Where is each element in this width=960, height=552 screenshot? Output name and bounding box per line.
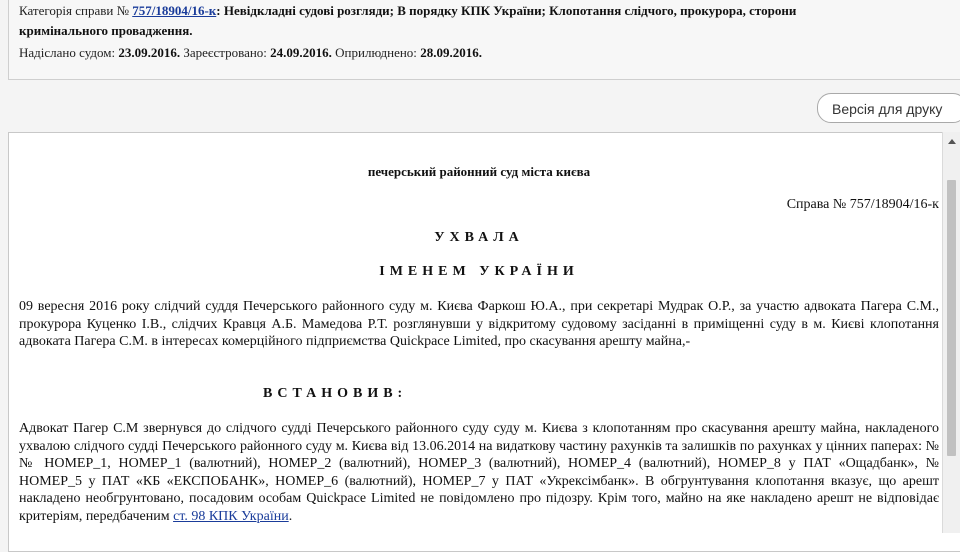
sent-label: Надіслано судом: xyxy=(19,45,116,60)
scrollbar-thumb[interactable] xyxy=(947,180,956,456)
category-label: Категорія справи № xyxy=(19,3,129,18)
category-text: : Невідкладні судові розгляди; В порядку КПК України; Клопотання слідчого, прокурора, сторони xyxy=(216,3,797,18)
established-heading: ВСТАНОВИВ: xyxy=(263,386,408,401)
case-meta-panel xyxy=(8,0,960,80)
body-text: Адвокат Пагер С.М звернувся до слідчого судді Печерського районного суду суду м. Києва з клопотанням про скасування арешту майна, накладеного ухвалою слідчого судді Печерського районного суду м. Києва від 13.06.2014 на видаткову частину рахунків та залишків по рахунках у цінних паперах: № № НОМЕР_1, НОМЕР_1 (валютний), НОМЕР_2 (валютний), НОМЕР_3 (валютний), НОМЕР_4 (валютний), НОМЕР_8 у ПАТ «Ощадбанк», № НОМЕР_5 у ПАТ «КБ «ЕКСПОБАНК», НОМЕР_6 (валютний), НОМЕР_7 у ПАТ «Укрексімбанк». В обгрунтування клопотання вказує, що арешт накладено необгрунтовано, посадовим особам Quickpace Limited не повідомлено про підозру. Крім того, майно на яке накладено арешт не відповідає критеріям, передбаченим xyxy=(19,421,939,524)
intro-paragraph: 09 вересня 2016 року слідчий суддя Печерського районного суду м. Києва Фаркош Ю.А., при секретарі Мудрак О.Р., за участю адвоката Пагера С.М., прокурора Куценко І.В., слідчих Кравця А.Б. Мамедова Р.Т. розглянувши у відкритому судовому засіданні в приміщенні суду в м. Києві клопотання адвоката Пагера С.М. в інтересах комерційного підприємства Quickpace Limited, про скасування арешту майна,- xyxy=(19,299,939,349)
document-scrollbar[interactable] xyxy=(942,132,960,533)
case-category-line xyxy=(19,3,796,19)
document-title: УХВАЛА xyxy=(434,230,524,245)
document-subtitle: ІМЕНЕМ УКРАЇНИ xyxy=(379,264,579,279)
sent-date: 23.09.2016. xyxy=(118,45,181,60)
print-version-button[interactable]: Версія для друку xyxy=(817,93,960,123)
case-category-line-2 xyxy=(19,23,193,39)
document-panel xyxy=(8,132,960,552)
body-paragraph xyxy=(19,420,939,525)
scroll-up-arrow-icon[interactable] xyxy=(948,139,956,144)
case-number: Справа № 757/18904/16-к xyxy=(786,197,939,212)
published-label: Оприлюднено: xyxy=(335,45,417,60)
registered-date: 24.09.2016. xyxy=(270,45,332,60)
registered-label: Зареєстровано: xyxy=(183,45,267,60)
published-date: 28.09.2016. xyxy=(420,45,482,60)
dates-line xyxy=(19,45,482,61)
category-text-continued: кримінального провадження. xyxy=(19,23,193,38)
body-end: . xyxy=(288,508,293,524)
court-name: печерський районний суд міста києва xyxy=(367,164,591,179)
case-number-link[interactable]: 757/18904/16-к xyxy=(132,3,217,18)
article-98-link[interactable]: ст. 98 КПК України xyxy=(173,508,289,524)
